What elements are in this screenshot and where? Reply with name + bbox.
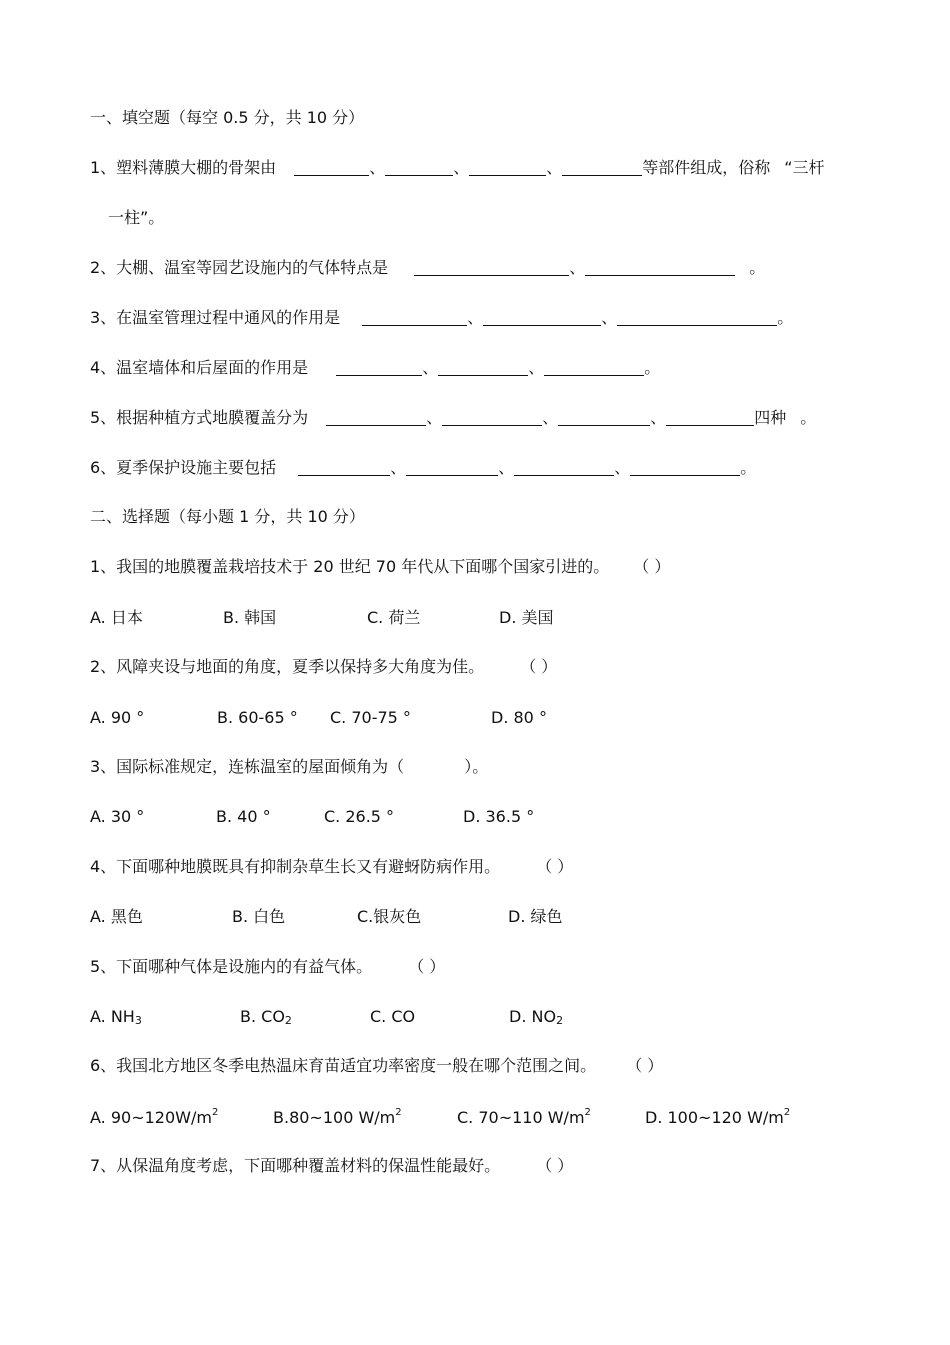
- answer-paren[interactable]: （ ）: [536, 857, 574, 876]
- fill-q1-tail: “三杆: [784, 158, 825, 177]
- fill-blank[interactable]: [558, 409, 650, 426]
- fill-question-5: 5、根据种植方式地膜覆盖分为 、 、 、 四种 。: [90, 408, 817, 427]
- answer-paren[interactable]: （ ）: [520, 657, 558, 676]
- option-a[interactable]: A. 日本: [90, 608, 143, 627]
- fill-question-4: 4、温室墙体和后屋面的作用是 、 、 。: [90, 358, 661, 377]
- option-d[interactable]: D. $NO_2$: [509, 1007, 564, 1027]
- choice-question-6: 6、我国北方地区冬季电热温床育苗适宜功率密度一般在哪个范围之间。 （ ）: [90, 1056, 664, 1075]
- option-c[interactable]: C. 70-75 °: [330, 708, 411, 727]
- fill-blank[interactable]: [414, 259, 569, 276]
- fill-blank[interactable]: [630, 459, 740, 476]
- choice-question-2: 2、风障夹设与地面的角度，夏季以保持多大角度为佳。 （ ）: [90, 657, 558, 676]
- choice-question-5: 5、下面哪种气体是设施内的有益气体。 （ ）: [90, 957, 446, 976]
- answer-paren[interactable]: ）。: [464, 757, 489, 776]
- option-b[interactable]: B. 韩国: [223, 608, 277, 627]
- fill-blank[interactable]: [298, 459, 390, 476]
- choice-question-4: 4、下面哪种地膜既具有抑制杂草生长又有避蚜防病作用。 （ ）: [90, 857, 574, 876]
- fill-blank[interactable]: [362, 309, 467, 326]
- fill-question-6: 6、夏季保护设施主要包括 、 、 、 。: [90, 458, 757, 477]
- option-b[interactable]: B. 白色: [232, 907, 286, 926]
- fill-blank[interactable]: [585, 259, 735, 276]
- option-c[interactable]: C. 70~110 $W/m^2$: [457, 1107, 591, 1127]
- answer-paren[interactable]: （ ）: [626, 1056, 664, 1075]
- fill-blank[interactable]: [326, 409, 426, 426]
- section1-title: 一、填空题（每空 0.5 分，共 10 分）: [90, 108, 365, 127]
- option-d[interactable]: D. 100~120 $W/m^2$: [645, 1107, 791, 1127]
- option-d[interactable]: D. 绿色: [508, 907, 563, 926]
- fill-blank[interactable]: [483, 309, 601, 326]
- answer-paren[interactable]: （ ）: [633, 557, 671, 576]
- choice-question-1: 1、我国的地膜覆盖栽培技术于 20 世纪 70 年代从下面哪个国家引进的。 （ ）: [90, 557, 671, 576]
- option-b[interactable]: B. 60-65 °: [217, 708, 298, 727]
- section2-title: 二、选择题（每小题 1 分，共 10 分）: [90, 507, 365, 526]
- option-b[interactable]: B. $CO_2$: [240, 1007, 292, 1027]
- fill-question-3: 3、在温室管理过程中通风的作用是 、 、 。: [90, 308, 794, 327]
- choice-question-7: 7、从保温角度考虑，下面哪种覆盖材料的保温性能最好。 （ ）: [90, 1156, 574, 1175]
- option-d[interactable]: D. 36.5 °: [463, 807, 535, 826]
- option-b[interactable]: B.80~100 $W/m^2$: [273, 1107, 402, 1127]
- option-c[interactable]: C. CO: [370, 1007, 416, 1026]
- fill-blank[interactable]: [294, 159, 369, 176]
- option-d[interactable]: D. 80 °: [491, 708, 547, 727]
- fill-q1-continuation: 一柱”。: [108, 208, 165, 227]
- fill-q1-suffix: 等部件组成，俗称: [642, 158, 771, 177]
- fill-question-2: 2、大棚、温室等园艺设施内的气体特点是 、 。: [90, 258, 766, 277]
- option-a[interactable]: A. $90\sim 120W/m^2$: [90, 1107, 219, 1127]
- fill-blank[interactable]: [442, 409, 542, 426]
- fill-question-1: 1、塑料薄膜大棚的骨架由 、 、 、 等部件组成，俗称 “三杆: [90, 158, 825, 177]
- fill-blank[interactable]: [438, 359, 528, 376]
- option-b[interactable]: B. 40 °: [216, 807, 271, 826]
- fill-blank[interactable]: [544, 359, 644, 376]
- option-c[interactable]: C. 荷兰: [367, 608, 421, 627]
- option-a[interactable]: A. 90 °: [90, 708, 145, 727]
- fill-blank[interactable]: [666, 409, 754, 426]
- fill-q1-prefix: 1、塑料薄膜大棚的骨架由: [90, 158, 277, 177]
- fill-blank[interactable]: [385, 159, 453, 176]
- answer-paren[interactable]: （ ）: [536, 1156, 574, 1175]
- fill-blank[interactable]: [562, 159, 642, 176]
- option-c[interactable]: C. 26.5 °: [324, 807, 395, 826]
- option-a[interactable]: A. 黑色: [90, 907, 143, 926]
- fill-blank[interactable]: [406, 459, 498, 476]
- choice-question-3: 3、国际标准规定，连栋温室的屋面倾角为（ ）。: [90, 757, 489, 776]
- fill-blank[interactable]: [514, 459, 614, 476]
- fill-blank[interactable]: [336, 359, 422, 376]
- option-a[interactable]: A. $NH_3$: [90, 1007, 142, 1027]
- option-a[interactable]: A. 30 °: [90, 807, 145, 826]
- option-d[interactable]: D. 美国: [499, 608, 554, 627]
- fill-blank[interactable]: [617, 309, 777, 326]
- fill-blank[interactable]: [469, 159, 546, 176]
- answer-paren[interactable]: （ ）: [408, 957, 446, 976]
- option-c[interactable]: C.银灰色: [357, 907, 422, 926]
